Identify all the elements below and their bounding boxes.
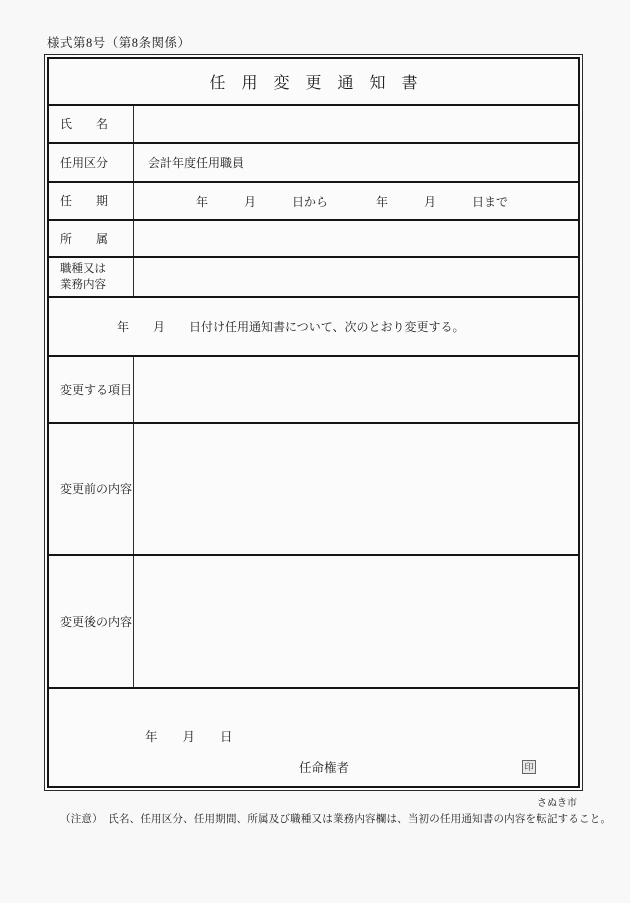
term-value — [134, 183, 578, 219]
form-table — [47, 57, 580, 788]
term-label: 任 期 — [49, 183, 134, 219]
before-change-value — [134, 424, 578, 554]
city-name: さぬき市 — [537, 798, 577, 809]
job-type-label-line1: 職種又は — [60, 263, 106, 275]
form-outer-frame — [44, 54, 583, 791]
signature-date-line: 年 月 日 — [145, 730, 233, 744]
form-title: 任 用 変 更 通 知 書 — [49, 59, 578, 106]
appointer-label: 任命権者 — [299, 761, 350, 775]
name-label: 氏 名 — [49, 106, 134, 142]
change-items-value — [134, 357, 578, 422]
after-change-value — [134, 556, 578, 687]
appointment-category-label: 任用区分 — [49, 144, 134, 181]
change-statement: 年 月 日付け任用通知書について、次のとおり変更する。 — [49, 298, 578, 357]
form-number-label: 様式第8号（第8条関係） — [47, 36, 191, 50]
row-affiliation — [49, 221, 578, 258]
before-change-label: 変更前の内容 — [49, 424, 134, 554]
row-change-items — [49, 357, 578, 424]
signature-section — [49, 689, 578, 786]
appointment-category-value: 会計年度任用職員 — [148, 156, 245, 170]
row-after-change — [49, 556, 578, 689]
caution-note: （注意） 氏名、任用区分、任用期間、所属及び職種又は業務内容欄は、当初の任用通知書の内容を転記すること。 — [60, 814, 612, 825]
appointer-line — [49, 758, 578, 776]
name-value — [134, 106, 578, 142]
affiliation-label: 所 属 — [49, 221, 134, 256]
change-items-label: 変更する項目 — [49, 357, 134, 422]
row-job-type — [49, 258, 578, 298]
job-type-value — [134, 258, 578, 296]
row-name — [49, 106, 578, 144]
row-term — [49, 183, 578, 221]
after-change-label: 変更後の内容 — [49, 556, 134, 687]
affiliation-value — [134, 221, 578, 256]
row-appointment-category — [49, 144, 578, 183]
seal-mark-icon: 印 — [522, 760, 536, 774]
job-type-label — [49, 258, 134, 296]
job-type-label-line2: 業務内容 — [60, 279, 106, 291]
row-before-change — [49, 424, 578, 556]
term-value-text: 年 月 日から 年 月 日まで — [196, 194, 509, 209]
